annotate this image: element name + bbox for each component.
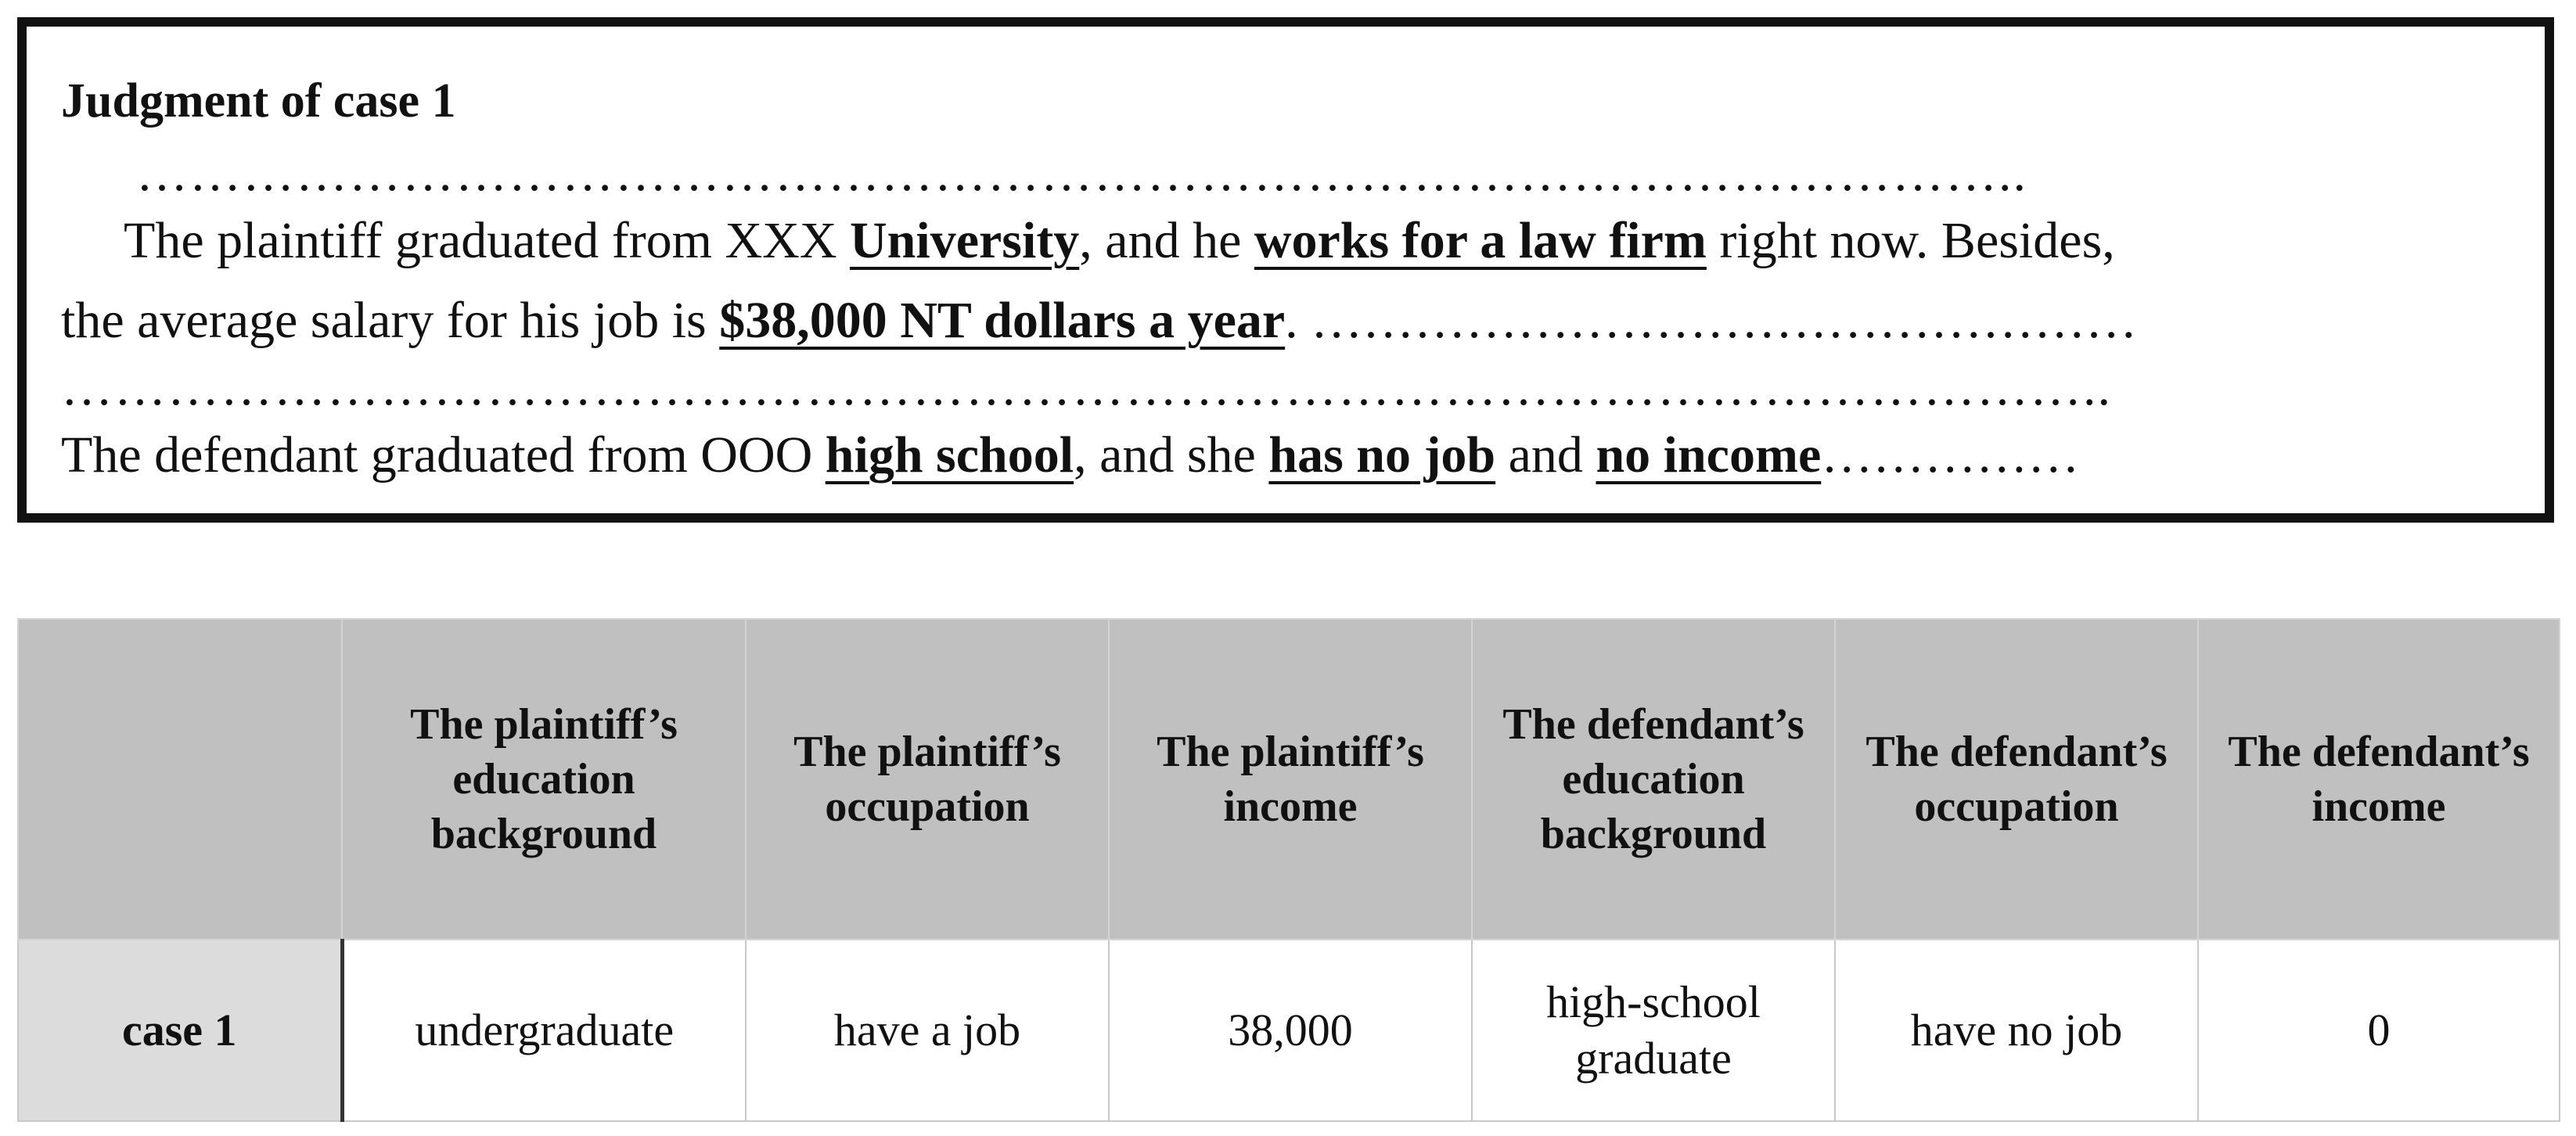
table-row	[18, 940, 2560, 1121]
table-header-defendant-education: The defendant’s education background	[1472, 619, 1835, 940]
table-header-defendant-occupation: The defendant’s occupation	[1835, 619, 2198, 940]
underlined-fact-no-job: has no job	[1268, 426, 1496, 484]
table-header-row	[18, 619, 2560, 940]
judgment-line-plaintiff-1	[61, 211, 2510, 271]
table-row-label: case 1	[18, 940, 342, 1121]
judgment-dot-line-2: ……………………………………………………………………………………………………..	[61, 359, 2112, 416]
judgment-text: and	[1495, 426, 1596, 484]
case-summary-table	[17, 618, 2560, 1122]
table-cell-plaintiff-education: undergraduate	[342, 940, 746, 1121]
table-header-plaintiff-occupation: The plaintiff’s occupation	[746, 619, 1109, 940]
table-header-defendant-income: The defendant’s income	[2198, 619, 2560, 940]
underlined-fact-occupation: works for a law firm	[1254, 212, 1707, 269]
underlined-fact-university: University	[850, 212, 1080, 269]
judgment-text: right now. Besides,	[1706, 212, 2115, 269]
judgment-text: , and he	[1079, 212, 1254, 269]
underlined-fact-no-income: no income	[1596, 426, 1822, 484]
judgment-text: The defendant graduated from OOO	[61, 426, 826, 484]
underlined-fact-high-school: high school	[825, 426, 1074, 484]
judgment-text: , and she	[1074, 426, 1269, 484]
judgment-title: Judgment of case 1	[61, 74, 456, 128]
table-header-plaintiff-income: The plaintiff’s income	[1109, 619, 1472, 940]
table-cell-defendant-occupation: have no job	[1835, 940, 2198, 1121]
underlined-fact-salary: $38,000 NT dollars a year	[719, 292, 1286, 349]
table-cell-defendant-income: 0	[2198, 940, 2560, 1121]
judgment-text: . …………………………………………	[1285, 292, 2138, 349]
judgment-text: The plaintiff graduated from XXX	[124, 212, 850, 269]
judgment-line-defendant	[61, 426, 2510, 485]
table-header-corner	[18, 619, 342, 940]
judgment-text: the average salary for his job is	[61, 292, 720, 349]
table-header-plaintiff-education: The plaintiff’s education background	[342, 619, 746, 940]
table-cell-plaintiff-occupation: have a job	[746, 940, 1109, 1121]
table-cell-plaintiff-income: 38,000	[1109, 940, 1472, 1121]
judgment-text: ……………	[1821, 426, 2080, 484]
judgment-line-plaintiff-2	[61, 291, 2510, 351]
table-cell-defendant-education: high-school graduate	[1472, 940, 1835, 1121]
judgment-dot-line-1: ……………………………………………………………………………………………..	[136, 145, 2027, 202]
judgment-box	[17, 17, 2554, 523]
